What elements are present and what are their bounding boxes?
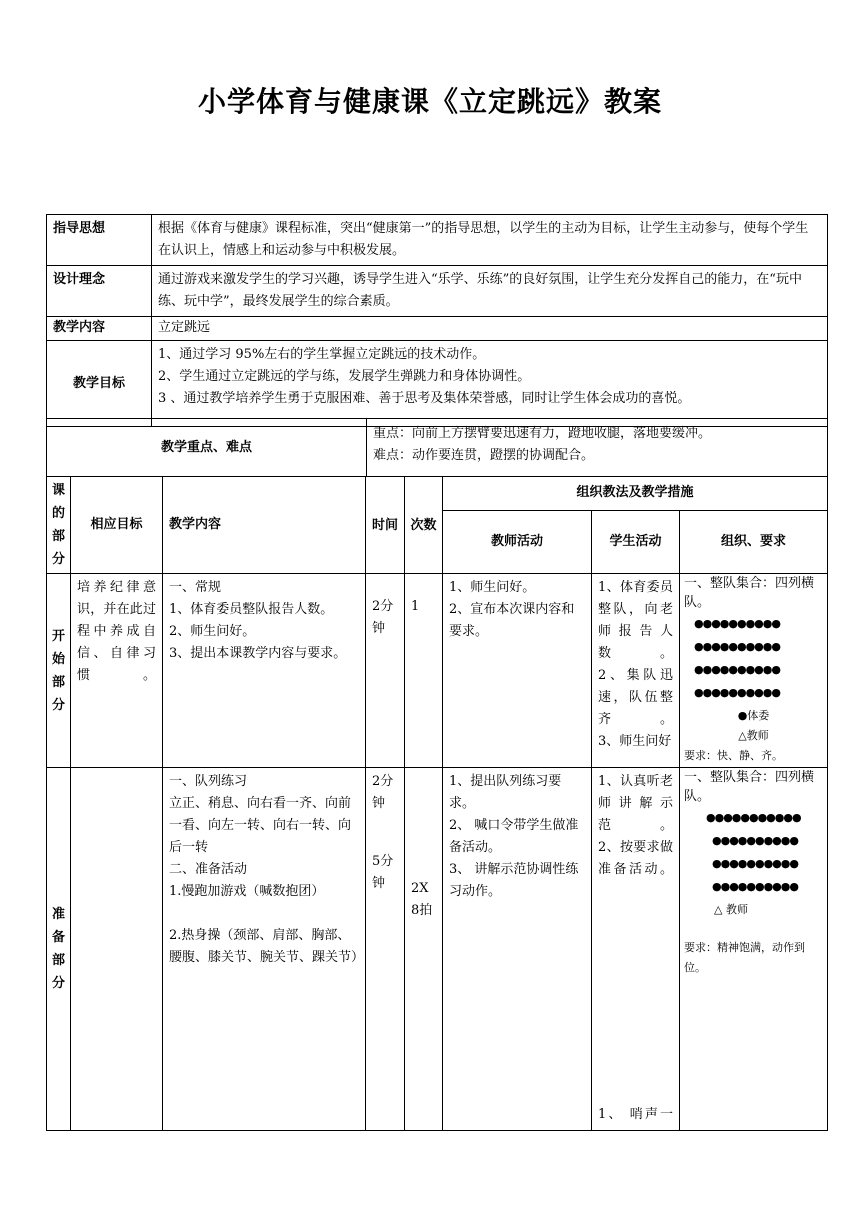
student-line-end: 1、 哨声一 xyxy=(598,1107,673,1122)
content-line: 2.热身操（颈部、肩部、胸部、腰腹、膝关节、腕关节、踝关节） xyxy=(169,928,365,965)
header-require: 组织、要求 xyxy=(680,510,828,573)
prep-teacher xyxy=(443,768,592,1131)
header-org: 组织教法及教学措施 xyxy=(443,477,828,511)
formation-title: 一、整队集合：四列横队。 xyxy=(684,576,815,610)
formation-row: ●●●●●●●●●● xyxy=(694,663,780,676)
content-line: 1.慢跑加游戏（喊数抱团） xyxy=(169,884,325,899)
prep-count: 2X8拍 xyxy=(405,768,443,1131)
prep-part: 准备部分 xyxy=(47,768,71,1131)
header-content: 教学内容 xyxy=(163,477,366,574)
guiding-label: 指导思想 xyxy=(47,215,152,266)
formation-row: ●●●●●●●●●● xyxy=(694,640,780,653)
start-teacher xyxy=(443,574,592,768)
prep-time-1: 2分钟 xyxy=(372,774,394,811)
concept-text: 通过游戏来激发学生的学习兴趣，诱导学生进入“乐学、乐练”的良好氛围，让学生充分发挥自己的能力，在“玩中练、玩中学”，最终发展学生的综合素质。 xyxy=(152,266,828,317)
concept-label: 设计理念 xyxy=(47,266,152,317)
student-line: 3、师生问好 xyxy=(598,734,672,749)
formation-row: ●●●●●●●●●● xyxy=(712,857,798,870)
prep-content xyxy=(163,768,366,1131)
prep-formation xyxy=(680,768,828,1131)
prep-time-2: 5分钟 xyxy=(372,854,394,891)
start-student xyxy=(592,574,680,768)
prep-row xyxy=(47,768,828,1131)
content-line: 3、提出本课教学内容与要求。 xyxy=(169,646,347,661)
page-title: 小学体育与健康课《立定跳远》教案 xyxy=(197,85,662,118)
formation-title: 一、整队集合：四列横队。 xyxy=(684,770,815,804)
student-line: 2、按要求做准备活动。 xyxy=(598,840,673,877)
content-line xyxy=(169,903,359,925)
key-text xyxy=(367,419,828,477)
teacher-mark: △ 教师 xyxy=(714,903,748,916)
info-table xyxy=(46,214,828,427)
key-points-table xyxy=(46,418,828,477)
student-line: 2、集队迅速，队伍整齐。 xyxy=(598,668,673,727)
goals-label: 教学目标 xyxy=(47,341,152,427)
goal-item: 3 、通过教学培养学生勇于克服困难、善于思考及集体荣誉感，同时让学生体会成功的喜悦。 xyxy=(158,391,691,406)
key-focus: 重点：向前上方摆臂要迅速有力，蹬地收腿，落地要缓冲。 xyxy=(373,426,712,441)
prep-time xyxy=(366,768,405,1131)
key-difficulty: 难点：动作要连贯，蹬摆的协调配合。 xyxy=(373,448,595,463)
header-row xyxy=(47,477,828,511)
header-time: 时间 xyxy=(366,477,405,574)
header-count: 次数 xyxy=(405,477,443,574)
formation-row: ●●●●●●●●●●● xyxy=(706,811,801,824)
row-goals xyxy=(47,341,828,427)
teacher-mark: △教师 xyxy=(738,729,769,742)
content-line: 二、准备活动 xyxy=(169,862,248,877)
content-line: 一、队列练习 xyxy=(169,774,248,789)
teacher-line: 1、师生问好。 xyxy=(449,580,536,595)
content-text: 立定跳远 xyxy=(152,317,828,341)
start-row xyxy=(47,574,828,768)
key-label: 教学重点、难点 xyxy=(47,419,367,477)
content-line: 一、常规 xyxy=(169,580,222,595)
formation-rows xyxy=(684,612,823,704)
student-line: 1、体育委员整队，向老师报告人数。 xyxy=(598,580,673,661)
start-target: 培养纪律意识，并在此过程中养成自信、自律习惯。 xyxy=(71,574,163,768)
start-formation xyxy=(680,574,828,768)
prep-target xyxy=(71,768,163,1131)
start-part: 开始部分 xyxy=(47,574,71,768)
formation-rows xyxy=(684,806,823,898)
row-guiding xyxy=(47,215,828,266)
start-content xyxy=(163,574,366,768)
row-concept xyxy=(47,266,828,317)
start-count: 1 xyxy=(405,574,443,768)
header-student: 学生活动 xyxy=(592,510,680,573)
formation-row: ●●●●●●●●●● xyxy=(694,617,780,630)
goal-item: 1、通过学习 95%左右的学生掌握立定跳远的技术动作。 xyxy=(158,347,486,362)
row-content xyxy=(47,317,828,341)
formation-row: ●●●●●●●●●● xyxy=(712,834,798,847)
content-line: 2、师生问好。 xyxy=(169,624,256,639)
teacher-line: 3、 讲解示范协调性练习动作。 xyxy=(449,862,579,899)
monitor-mark: ●体委 xyxy=(737,709,770,722)
content-line: 立正、稍息、向右看一齐、向前一看、向左一转、向右一转、向后一转 xyxy=(169,796,352,855)
teacher-line: 2、 喊口令带学生做准备活动。 xyxy=(449,818,579,855)
student-line: 1、认真听老师讲解示范。 xyxy=(598,774,673,833)
teacher-line: 2、宣布本次课内容和要求。 xyxy=(449,602,575,639)
start-require: 要求：快、静、齐。 xyxy=(684,749,783,762)
prep-require: 要求：精神饱满，动作到位。 xyxy=(684,941,805,974)
content-line: 1、体育委员整队报告人数。 xyxy=(169,602,334,617)
header-target: 相应目标 xyxy=(71,477,163,574)
start-time: 2分钟 xyxy=(366,574,405,768)
guiding-text: 根据《体育与健康》课程标准，突出“健康第一”的指导思想，以学生的主动为目标，让学生主动参与，使每个学生在认识上，情感上和运动参与中积极发展。 xyxy=(152,215,828,266)
content-label: 教学内容 xyxy=(47,317,152,341)
lesson-table xyxy=(46,476,828,1131)
prep-student xyxy=(592,768,680,1131)
teacher-line: 1、提出队列练习要求。 xyxy=(449,774,562,811)
formation-row: ●●●●●●●●●● xyxy=(712,880,798,893)
header-teacher: 教师活动 xyxy=(443,510,592,573)
goal-item: 2、学生通过立定跳远的学与练，发展学生弹跳力和身体协调性。 xyxy=(158,369,531,384)
header-part: 课的部分 xyxy=(47,477,71,574)
goals-list xyxy=(152,341,828,427)
formation-row: ●●●●●●●●●● xyxy=(694,686,780,699)
